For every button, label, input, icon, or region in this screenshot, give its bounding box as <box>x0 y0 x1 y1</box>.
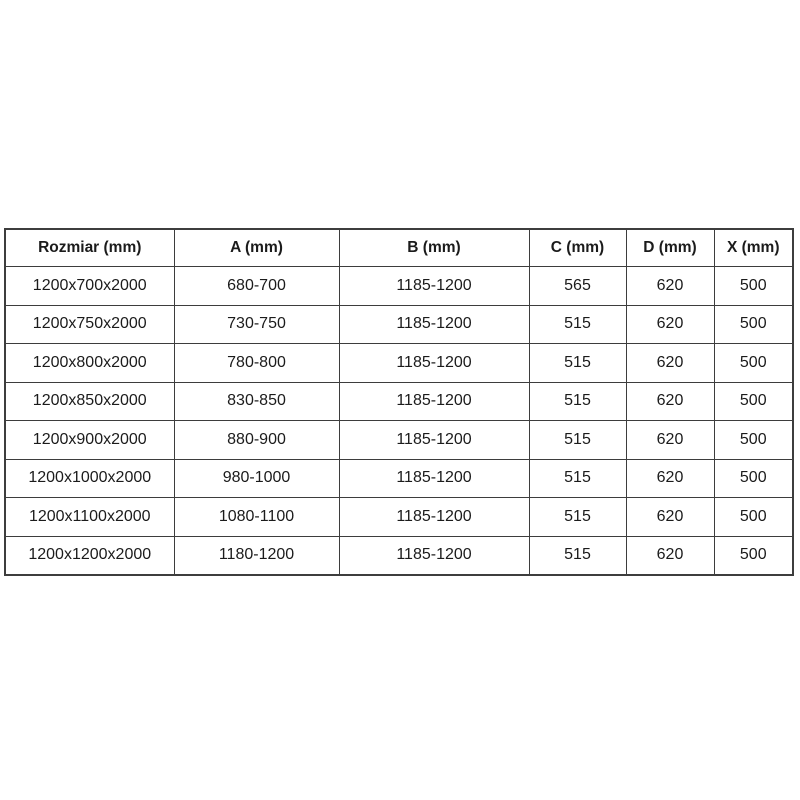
table-cell-a: 680-700 <box>174 267 339 306</box>
size-spec-table <box>4 228 794 576</box>
table-cell-x: 500 <box>714 305 793 344</box>
table-cell-rozmiar: 1200x1100x2000 <box>5 498 174 537</box>
table-row <box>5 382 793 421</box>
table-cell-a: 780-800 <box>174 344 339 383</box>
table-cell-b: 1185-1200 <box>339 459 529 498</box>
table-cell-a: 730-750 <box>174 305 339 344</box>
table-cell-d: 620 <box>626 459 714 498</box>
table-cell-d: 620 <box>626 305 714 344</box>
table-cell-c: 515 <box>529 459 626 498</box>
table-cell-rozmiar: 1200x900x2000 <box>5 421 174 460</box>
table-cell-x: 500 <box>714 536 793 575</box>
table-cell-c: 515 <box>529 305 626 344</box>
table-cell-rozmiar: 1200x1000x2000 <box>5 459 174 498</box>
table-cell-b: 1185-1200 <box>339 344 529 383</box>
table-cell-d: 620 <box>626 421 714 460</box>
column-header-x: X (mm) <box>714 229 793 267</box>
table-cell-rozmiar: 1200x800x2000 <box>5 344 174 383</box>
table-cell-x: 500 <box>714 382 793 421</box>
table-cell-rozmiar: 1200x1200x2000 <box>5 536 174 575</box>
table-cell-x: 500 <box>714 421 793 460</box>
table-cell-a: 880-900 <box>174 421 339 460</box>
table-cell-rozmiar: 1200x850x2000 <box>5 382 174 421</box>
table-cell-c: 565 <box>529 267 626 306</box>
column-header-d: D (mm) <box>626 229 714 267</box>
table-cell-d: 620 <box>626 498 714 537</box>
table-row <box>5 459 793 498</box>
table-cell-c: 515 <box>529 382 626 421</box>
table-cell-c: 515 <box>529 498 626 537</box>
table-cell-x: 500 <box>714 267 793 306</box>
table-cell-rozmiar: 1200x700x2000 <box>5 267 174 306</box>
table-cell-b: 1185-1200 <box>339 536 529 575</box>
table-cell-x: 500 <box>714 498 793 537</box>
table-cell-x: 500 <box>714 344 793 383</box>
table-cell-c: 515 <box>529 536 626 575</box>
table-cell-d: 620 <box>626 344 714 383</box>
table-cell-a: 830-850 <box>174 382 339 421</box>
table-cell-a: 980-1000 <box>174 459 339 498</box>
table-cell-b: 1185-1200 <box>339 498 529 537</box>
table-cell-x: 500 <box>714 459 793 498</box>
table-cell-c: 515 <box>529 421 626 460</box>
table-row <box>5 344 793 383</box>
table-cell-d: 620 <box>626 267 714 306</box>
table-body <box>5 267 793 576</box>
table-cell-d: 620 <box>626 382 714 421</box>
table-cell-a: 1080-1100 <box>174 498 339 537</box>
table-row <box>5 267 793 306</box>
table-head <box>5 229 793 267</box>
table-cell-a: 1180-1200 <box>174 536 339 575</box>
table-cell-b: 1185-1200 <box>339 267 529 306</box>
table-cell-c: 515 <box>529 344 626 383</box>
table-cell-rozmiar: 1200x750x2000 <box>5 305 174 344</box>
table-row <box>5 305 793 344</box>
table-cell-b: 1185-1200 <box>339 421 529 460</box>
column-header-b: B (mm) <box>339 229 529 267</box>
table-row <box>5 498 793 537</box>
table-cell-b: 1185-1200 <box>339 382 529 421</box>
table-cell-b: 1185-1200 <box>339 305 529 344</box>
column-header-a: A (mm) <box>174 229 339 267</box>
column-header-c: C (mm) <box>529 229 626 267</box>
table-row <box>5 536 793 575</box>
table-row <box>5 421 793 460</box>
table-header-row <box>5 229 793 267</box>
column-header-rozmiar: Rozmiar (mm) <box>5 229 174 267</box>
table-cell-d: 620 <box>626 536 714 575</box>
